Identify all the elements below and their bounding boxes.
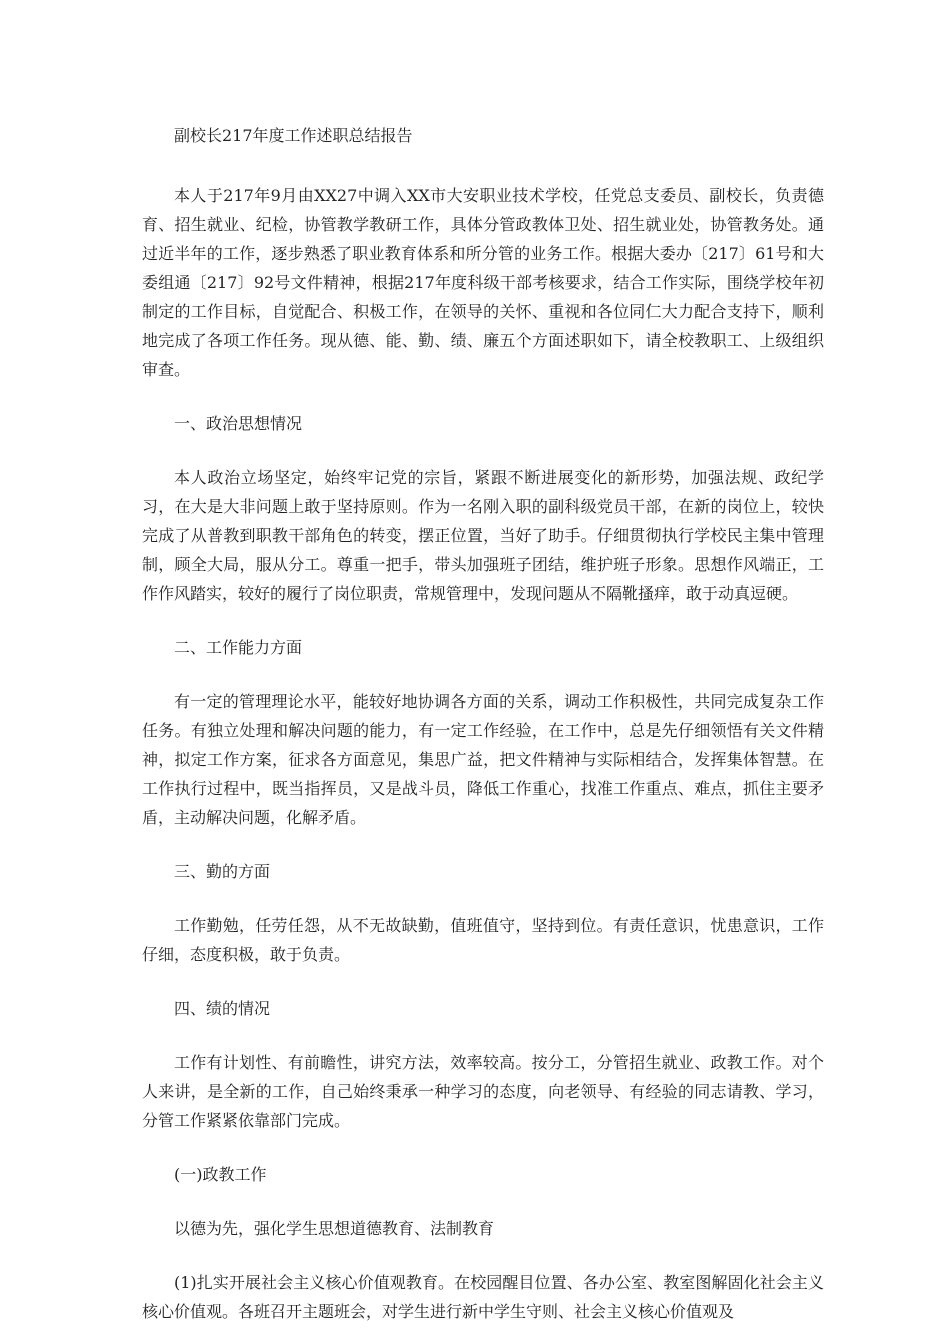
document-title: 副校长217年度工作述职总结报告 [174, 126, 413, 145]
intro-paragraph: 本人于217年9月由XX27中调入XX市大安职业技术学校，任党总支委员、副校长，负责德育、招生就业、纪检，协管教学教研工作，具体分管政教体卫处、招生就业处，协管教务处。通过近半年的工作，逐步熟悉了职业教育体系和所分管的业务工作。根据大委办〔217〕61号和大委组通〔217〕92号文件精神，根据217年度科级干部考核要求，结合工作实际，围绕学校年初制定的工作目标，自觉配合、积极工作，在领导的关怀、重视和各位同仁大力配合支持下，顺利地完成了各项工作任务。现从德、能、勤、绩、廉五个方面述职如下，请全校教职工、上级组织审查。 [142, 186, 824, 379]
section-heading-diligence: 三、勤的方面 [174, 862, 271, 881]
section-heading-achievement: 四、绩的情况 [174, 999, 271, 1018]
diligence-paragraph: 工作勤勉，任劳任怨，从不无故缺勤，值班值守，坚持到位。有责任意识，忧患意识，工作仔细，态度积极，敢于负责。 [142, 916, 824, 964]
section-heading-political: 一、政治思想情况 [174, 414, 303, 433]
subsection-heading-political-education: (一)政教工作 [174, 1165, 267, 1184]
subsection-subtitle: 以德为先，强化学生思想道德教育、法制教育 [174, 1219, 495, 1238]
ability-paragraph: 有一定的管理理论水平，能较好地协调各方面的关系，调动工作积极性，共同完成复杂工作任务。有独立处理和解决问题的能力，有一定工作经验，在工作中，总是先仔细领悟有关文件精神，拟定工作方案，征求各方面意见，集思广益，把文件精神与实际相结合，发挥集体智慧。在工作执行过程中，既当指挥员，又是战斗员，降低工作重心，找准工作重点、难点，抓住主要矛盾，主动解决问题，化解矛盾。 [142, 692, 824, 827]
political-paragraph: 本人政治立场坚定，始终牢记党的宗旨，紧跟不断进展变化的新形势，加强法规、政纪学习，在大是大非问题上敢于坚持原则。作为一名刚入职的副科级党员干部，在新的岗位上，较快完成了从普教到职教干部角色的转变，摆正位置，当好了助手。仔细贯彻执行学校民主集中管理制，顾全大局，服从分工。尊重一把手，带头加强班子团结，维护班子形象。思想作风端正，工作作风踏实，较好的履行了岗位职责，常规管理中，发现问题从不隔靴搔痒，敢于动真逗硬。 [142, 468, 824, 603]
core-values-paragraph: (1)扎实开展社会主义核心价值观教育。在校园醒目位置、各办公室、教室图解固化社会主义核心价值观。各班召开主题班会，对学生进行新中学生守则、社会主义核心价值观及 [142, 1273, 824, 1321]
achievement-paragraph: 工作有计划性、有前瞻性，讲究方法，效率较高。按分工，分管招生就业、政教工作。对个人来讲，是全新的工作，自己始终秉承一种学习的态度，向老领导、有经验的同志请教、学习，分管工作紧紧依靠部门完成。 [142, 1053, 824, 1130]
section-heading-ability: 二、工作能力方面 [174, 638, 303, 657]
